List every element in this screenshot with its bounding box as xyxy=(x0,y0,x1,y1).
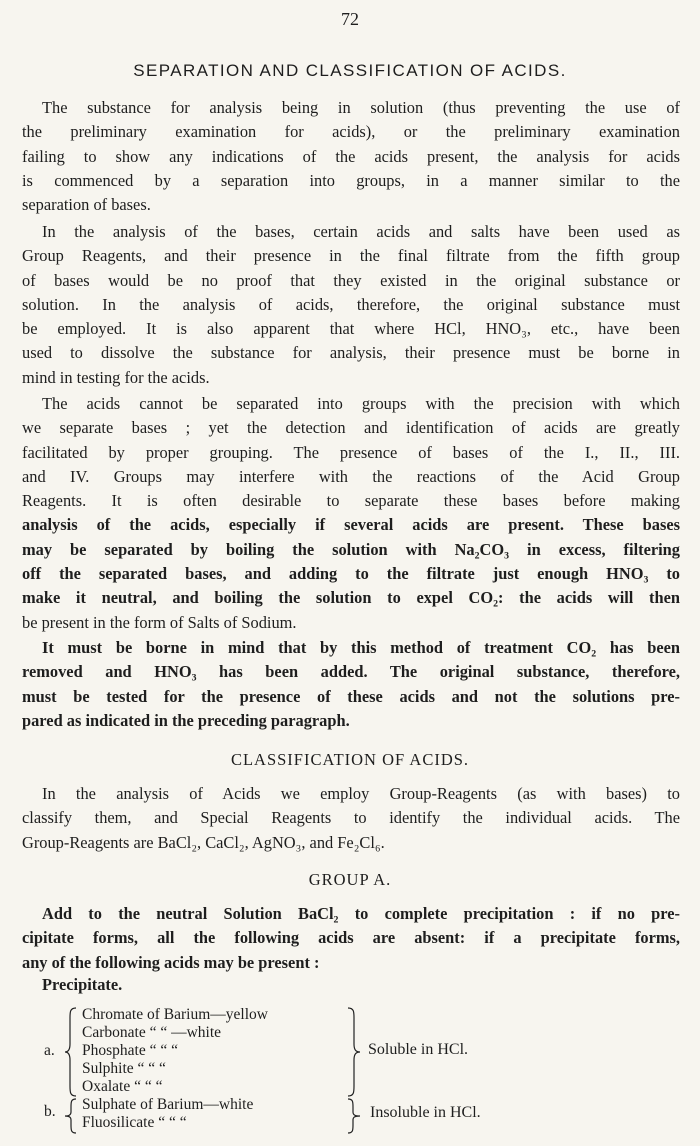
text-line: mind in testing for the acids. xyxy=(22,367,210,387)
text-line: be present in the form of Salts of Sodium. xyxy=(22,612,297,632)
text-line: off the separated bases, and adding to the filtrate just enough HNO₃ to xyxy=(22,564,680,584)
right-brace-b xyxy=(346,1097,362,1135)
group-heading: GROUP A. xyxy=(308,870,392,889)
text-line: failing to show any indications of the acids present, the analysis for acids xyxy=(22,146,680,166)
text-line: any of the following acids may be present : xyxy=(22,952,320,972)
text-line: make it neutral, and boiling the solution to expel CO₂: the acids will then xyxy=(22,588,680,608)
left-brace-b xyxy=(64,1097,80,1135)
text-line: Group Reagents, and their presence in the final filtrate from the fifth group xyxy=(22,246,680,266)
group-b-label: b. xyxy=(44,1103,56,1120)
row-fluosilicate: Fluosilicate “ “ “ xyxy=(82,1114,187,1131)
paragraph-group-a xyxy=(22,902,680,975)
right-brace-a xyxy=(346,1006,362,1098)
paragraph-caution xyxy=(22,636,680,733)
paragraph-classification xyxy=(22,782,680,855)
text-line: classify them, and Special Reagents to identify the individual acids. The xyxy=(22,808,680,828)
text-line: separation of bases. xyxy=(22,195,151,215)
text-line: removed and HNO₃ has been added. The original substance, therefore, xyxy=(22,662,680,682)
text-line: The substance for analysis being in solution (thus preventing the use of xyxy=(42,98,680,117)
group-a-label: a. xyxy=(44,1042,55,1059)
text-line: In the analysis of Acids we employ Group-Reagents (as with bases) to xyxy=(42,784,680,803)
page-title: SEPARATION AND CLASSIFICATION OF ACIDS. xyxy=(133,61,567,80)
left-brace-a xyxy=(64,1006,80,1098)
text-line: we separate bases ; yet the detection and identification of acids are greatly xyxy=(22,418,680,438)
text-line: Group-Reagents are BaCl₂, CaCl₂, AgNO₃, and Fe₂Cl₆. xyxy=(22,832,385,852)
text-line: analysis of the acids, especially if several acids are present. These bases xyxy=(22,515,680,535)
text-line: be employed. It is also apparent that where HCl, HNO₃, etc., have been xyxy=(22,319,680,339)
row-oxalate: Oxalate “ “ “ xyxy=(82,1078,163,1095)
text-line: facilitated by proper grouping. The presence of bases of the I., II., III. xyxy=(22,442,680,462)
text-line: the preliminary examination for acids), or the preliminary examination xyxy=(22,122,680,142)
page-number: 72 xyxy=(341,9,359,29)
text-line: The acids cannot be separated into groups with the precision with which xyxy=(42,394,680,413)
text-line: must be tested for the presence of these acids and not the solutions pre- xyxy=(22,686,680,706)
text-line: Add to the neutral Solution BaCl₂ to complete precipitation : if no pre- xyxy=(42,904,680,923)
text-line: is commenced by a separation into groups, in a manner similar to the xyxy=(22,170,680,190)
section-heading: CLASSIFICATION OF ACIDS. xyxy=(230,750,470,769)
paragraph-bases xyxy=(22,220,680,390)
row-phosphate: Phosphate “ “ “ xyxy=(82,1042,178,1059)
text-line: pared as indicated in the preceding paragraph. xyxy=(22,710,350,730)
text-line: of bases would be no proof that they existed in the original substance or xyxy=(22,270,680,290)
row-sulphite: Sulphite “ “ “ xyxy=(82,1060,166,1077)
text-line: It must be borne in mind that by this method of treatment CO₂ has been xyxy=(42,638,680,657)
text-line: In the analysis of the bases, certain acids and salts have been used as xyxy=(42,222,680,241)
text-line: cipitate forms, all the following acids are absent: if a precipitate forms, xyxy=(22,928,680,948)
precipitate-label: Precipitate. xyxy=(42,975,123,994)
text-line: Reagents. It is often desirable to separate these bases before making xyxy=(22,491,680,511)
text-line: solution. In the analysis of acids, therefore, the original substance must xyxy=(22,294,680,314)
group-b-note: Insoluble in HCl. xyxy=(370,1104,481,1121)
row-chromate: Chromate of Barium—yellow xyxy=(82,1006,268,1023)
text-line: may be separated by boiling the solution with Na₂CO₃ in excess, filtering xyxy=(22,539,680,559)
text-line: and IV. Groups may interfere with the reactions of the Acid Group xyxy=(22,466,680,486)
paragraph-intro xyxy=(22,96,680,217)
text-line: used to dissolve the substance for analysis, their presence must be borne in xyxy=(22,343,680,363)
group-a-note: Soluble in HCl. xyxy=(368,1041,469,1058)
paragraph-grouping xyxy=(22,392,680,635)
row-carbonate: Carbonate “ “ —white xyxy=(82,1024,222,1041)
row-sulphate: Sulphate of Barium—white xyxy=(82,1096,254,1113)
